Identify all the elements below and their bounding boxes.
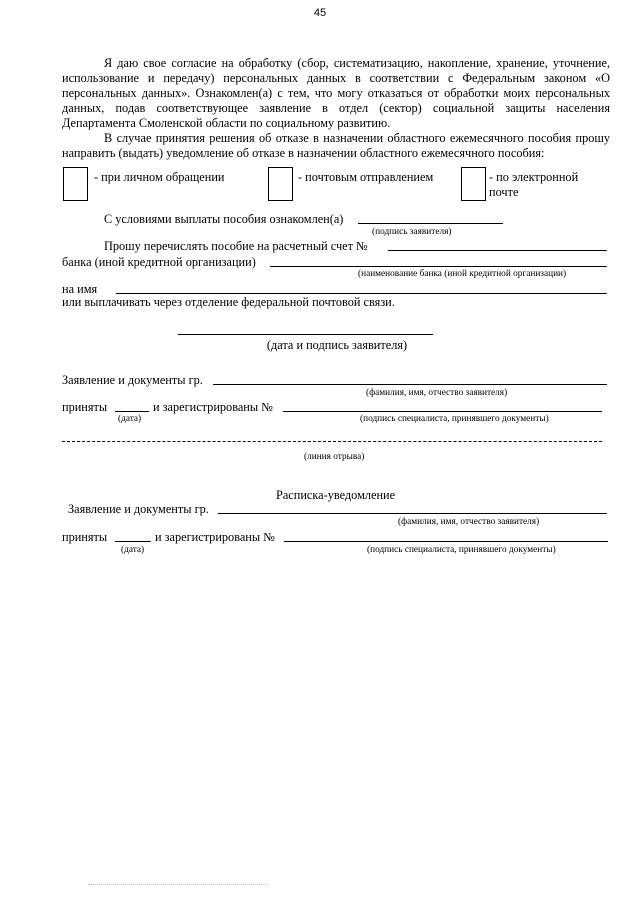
receipt-number-field[interactable]	[284, 541, 608, 542]
page-number: 45	[313, 7, 327, 19]
option-personal-label: - при личном обращении	[94, 170, 225, 184]
bank-label: банка (иной кредитной организации)	[62, 255, 256, 269]
receipt-date-caption: (дата)	[121, 545, 145, 555]
receipt-fio-caption: (фамилия, имя, отчество заявителя)	[398, 517, 540, 527]
conditions-signature-line[interactable]	[358, 223, 503, 224]
option-post-checkbox[interactable]	[268, 167, 293, 201]
registration-spec-caption: (подпись специалиста, принявшего документы)	[360, 414, 549, 424]
registration-label: Заявление и документы гр.	[62, 373, 203, 387]
receipt-accepted-label: приняты	[62, 530, 108, 544]
postal-option-text: или выплачивать через отделение федеральной почтовой связи.	[62, 295, 395, 309]
receipt-date-field[interactable]	[115, 541, 151, 542]
consent-paragraph: Я даю свое согласие на обработку (сбор, систематизацию, накопление, хранение, уточнение, использование и передачу) персональных данных в соответствии с Федеральным законом «О персональных данных». Ознакомлен(а) с тем, что могу отказаться от обработки моих персональных данных, подав соответствующее заявление в отдел (сектор) социальной защиты населения Департамента Смоленской области по социальному развитию.	[62, 56, 610, 130]
registration-fio-field[interactable]	[213, 384, 607, 385]
option-email-label-2: почте	[489, 185, 519, 199]
receipt-fio-field[interactable]	[218, 513, 607, 514]
option-personal-checkbox[interactable]	[63, 167, 88, 201]
conditions-caption: (подпись заявителя)	[372, 227, 452, 237]
conditions-text: С условиями выплаты пособия ознакомлен(а)	[104, 212, 344, 226]
registration-date-caption: (дата)	[118, 414, 142, 424]
tear-line	[62, 441, 602, 442]
option-email-label: - по электронной	[489, 170, 579, 184]
refusal-paragraph: В случае принятия решения об отказе в назначении областного ежемесячного пособия прошу направить (выдать) уведомление об отказе в назначении областного ежемесячного пособия:	[62, 131, 610, 160]
date-signature-caption: (дата и подпись заявителя)	[266, 338, 408, 352]
holder-label: на имя	[62, 282, 98, 296]
option-email-checkbox[interactable]	[461, 167, 486, 201]
holder-name-field[interactable]	[116, 293, 607, 294]
registration-number-field[interactable]	[283, 411, 602, 412]
date-signature-line[interactable]	[178, 334, 433, 335]
registration-fio-caption: (фамилия, имя, отчество заявителя)	[366, 388, 508, 398]
scan-artifact-line	[88, 884, 268, 885]
registration-date-field[interactable]	[115, 411, 149, 412]
bank-name-field[interactable]	[270, 266, 607, 267]
option-post-label: - почтовым отправлением	[298, 170, 434, 184]
consent-block	[62, 56, 610, 161]
receipt-spec-caption: (подпись специалиста, принявшего документы)	[367, 545, 556, 555]
account-number-field[interactable]	[388, 250, 607, 251]
registration-accepted-label: приняты	[62, 400, 108, 414]
bank-caption: (наименование банка (иной кредитной организации)	[358, 269, 567, 279]
registration-registered-label: и зарегистрированы №	[153, 400, 273, 414]
account-label: Прошу перечислять пособие на расчетный счет №	[104, 239, 368, 253]
tear-line-caption: (линия отрыва)	[304, 452, 365, 462]
receipt-registered-label: и зарегистрированы №	[155, 530, 275, 544]
receipt-title: Расписка-уведомление	[276, 488, 396, 502]
receipt-label: Заявление и документы гр.	[68, 502, 209, 516]
